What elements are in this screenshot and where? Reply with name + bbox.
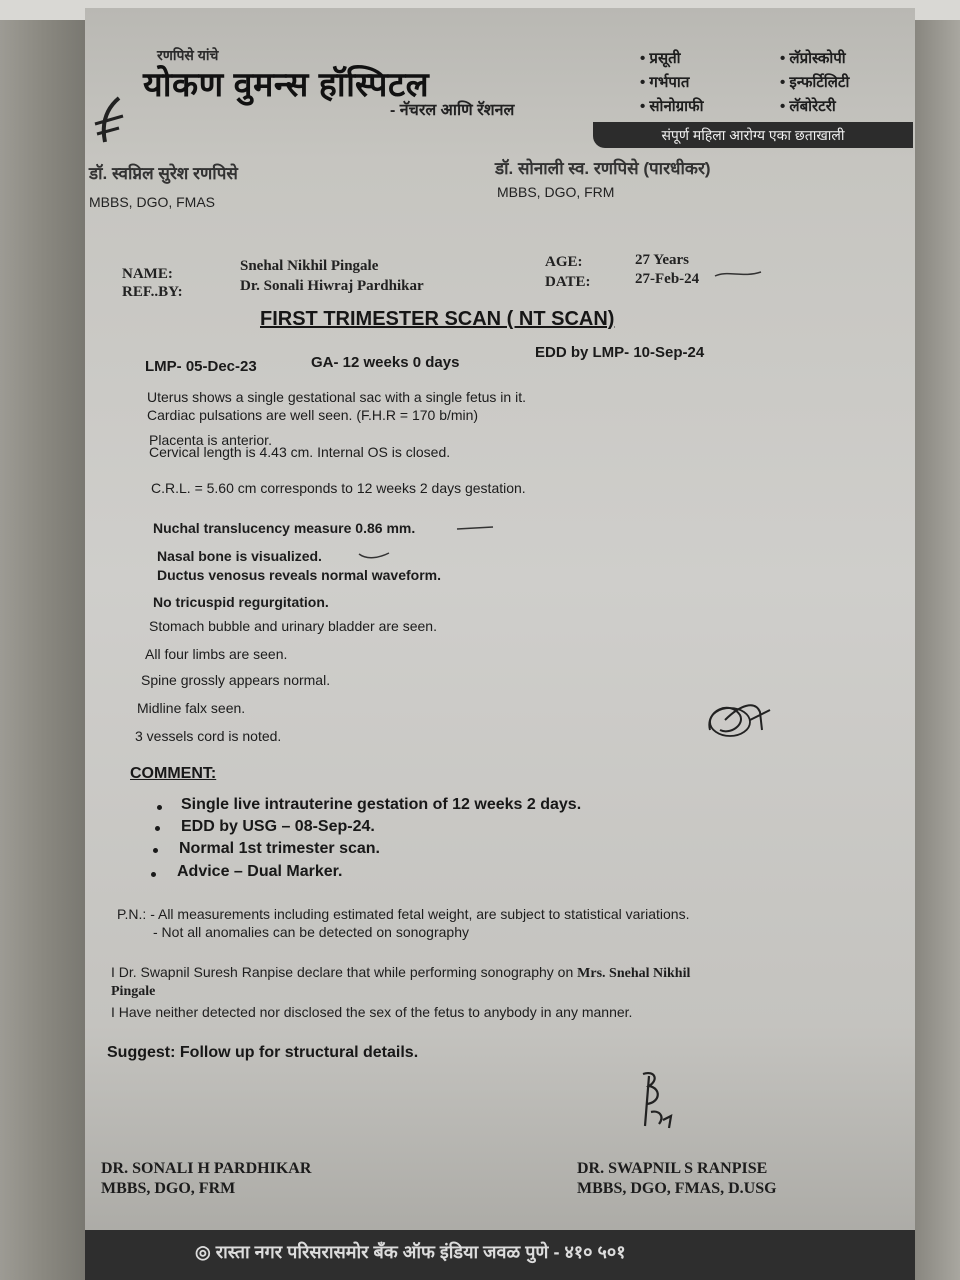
declaration-line-1: [111, 964, 690, 982]
report-title: FIRST TRIMESTER SCAN ( NT SCAN): [260, 308, 615, 330]
name-label: NAME:: [122, 266, 173, 282]
gestational-age: GA- 12 weeks 0 days: [311, 354, 460, 371]
footer-left-doctor: DR. SONALI H PARDHIKAR: [101, 1160, 312, 1177]
declaration-patient-name: Mrs. Snehal Nikhil: [577, 966, 691, 981]
hospital-banner: संपूर्ण महिला आरोग्य एका छताखाली: [593, 122, 913, 148]
finding-line: Nasal bone is visualized.: [157, 548, 322, 564]
referring-doctor: Dr. Sonali Hiwraj Pardhikar: [240, 278, 424, 294]
finding-line: Nuchal translucency measure 0.86 mm.: [153, 520, 416, 536]
service-item: • गर्भपात: [640, 74, 690, 91]
initials-signature-icon: [700, 690, 780, 750]
footer-right-doctor: DR. SWAPNIL S RANPISE: [577, 1160, 768, 1177]
bullet-icon: [151, 872, 156, 877]
hospital-address: ◎ रास्ता नगर परिसरासमोर बँक ऑफ इंडिया जवळ पुणे - ४१० ५०१: [195, 1242, 626, 1262]
bullet-icon: [155, 826, 160, 831]
service-item: • लॅप्रोस्कोपी: [780, 50, 846, 67]
comment-item: EDD by USG – 08-Sep-24.: [181, 818, 375, 835]
pn-note-1: P.N.: - All measurements including estimated fetal weight, are subject to statistical variations.: [117, 906, 690, 922]
service-item: • सोनोग्राफी: [640, 98, 704, 115]
finding-line: Placenta is anterior.: [149, 432, 272, 448]
finding-line: Cervical length is 4.43 cm. Internal OS is closed.: [149, 444, 451, 460]
pen-mark-icon: [357, 550, 391, 562]
comment-item: Normal 1st trimester scan.: [179, 840, 380, 857]
doctor-signature-icon: [625, 1066, 695, 1136]
declaration-text: I Dr. Swapnil Suresh Ranpise declare that while performing sonography on: [111, 964, 574, 980]
hospital-logo-icon: [89, 94, 133, 146]
comment-item: Advice – Dual Marker.: [177, 863, 343, 880]
date-label: DATE:: [545, 274, 591, 290]
declaration-patient-name-cont: Pingale: [111, 984, 156, 999]
bullet-icon: [153, 848, 158, 853]
patient-age: 27 Years: [635, 252, 690, 268]
finding-line: Spine grossly appears normal.: [141, 672, 331, 688]
finding-line: Stomach bubble and urinary bladder are seen.: [149, 618, 437, 634]
finding-line: 3 vessels cord is noted.: [135, 728, 282, 744]
finding-line: All four limbs are seen.: [145, 646, 288, 662]
finding-line: No tricuspid regurgitation.: [153, 594, 329, 610]
doctor-right-qualification: MBBS, DGO, FRM: [497, 184, 615, 200]
service-item: • लॅबोरेटरी: [780, 98, 836, 115]
doctor-left-name: डॉ. स्वप्निल सुरेश रणपिसे: [89, 164, 238, 183]
service-item: • प्रसूती: [640, 50, 681, 67]
age-label: AGE:: [545, 254, 583, 270]
hospital-prefix: रणपिसे यांचे: [157, 47, 219, 63]
pen-mark-icon: [455, 523, 495, 533]
pen-mark-icon: [713, 268, 763, 280]
pn-note-2: - Not all anomalies can be detected on sonography: [153, 924, 469, 940]
comment-item: Single live intrauterine gestation of 12 weeks 2 days.: [181, 796, 582, 813]
finding-line: Midline falx seen.: [137, 700, 246, 716]
declaration-line-2: I Have neither detected nor disclosed the sex of the fetus to anybody in any manner.: [111, 1004, 633, 1020]
hospital-name: योकण वुमन्स हॉस्पिटल: [143, 66, 430, 104]
doctor-left-qualification: MBBS, DGO, FMAS: [89, 194, 216, 210]
finding-line: Ductus venosus reveals normal waveform.: [157, 567, 441, 583]
finding-line: Cardiac pulsations are well seen. (F.H.R = 170 b/min): [147, 407, 479, 423]
ref-label: REF..BY:: [122, 284, 183, 300]
service-item: • इन्फर्टिलिटी: [780, 74, 850, 91]
footer-left-qualification: MBBS, DGO, FRM: [101, 1180, 236, 1197]
hospital-tagline: - नॅचरल आणि रॅशनल: [390, 102, 515, 119]
patient-name: Snehal Nikhil Pingale: [240, 258, 379, 274]
finding-line: Uterus shows a single gestational sac with a single fetus in it.: [147, 389, 526, 405]
bullet-icon: [157, 805, 162, 810]
footer-right-qualification: MBBS, DGO, FMAS, D.USG: [577, 1180, 777, 1197]
comment-heading: COMMENT:: [130, 765, 217, 782]
report-page: [85, 8, 915, 1280]
suggestion: Suggest: Follow up for structural details.: [107, 1044, 419, 1061]
edd-by-lmp: EDD by LMP- 10-Sep-24: [535, 344, 705, 361]
doctor-right-name: डॉ. सोनाली स्व. रणपिसे (पारधीकर): [495, 159, 711, 178]
lmp-date: LMP- 05-Dec-23: [145, 358, 257, 375]
report-date: 27-Feb-24: [635, 271, 700, 287]
finding-line: C.R.L. = 5.60 cm corresponds to 12 weeks 2 days gestation.: [151, 480, 526, 496]
